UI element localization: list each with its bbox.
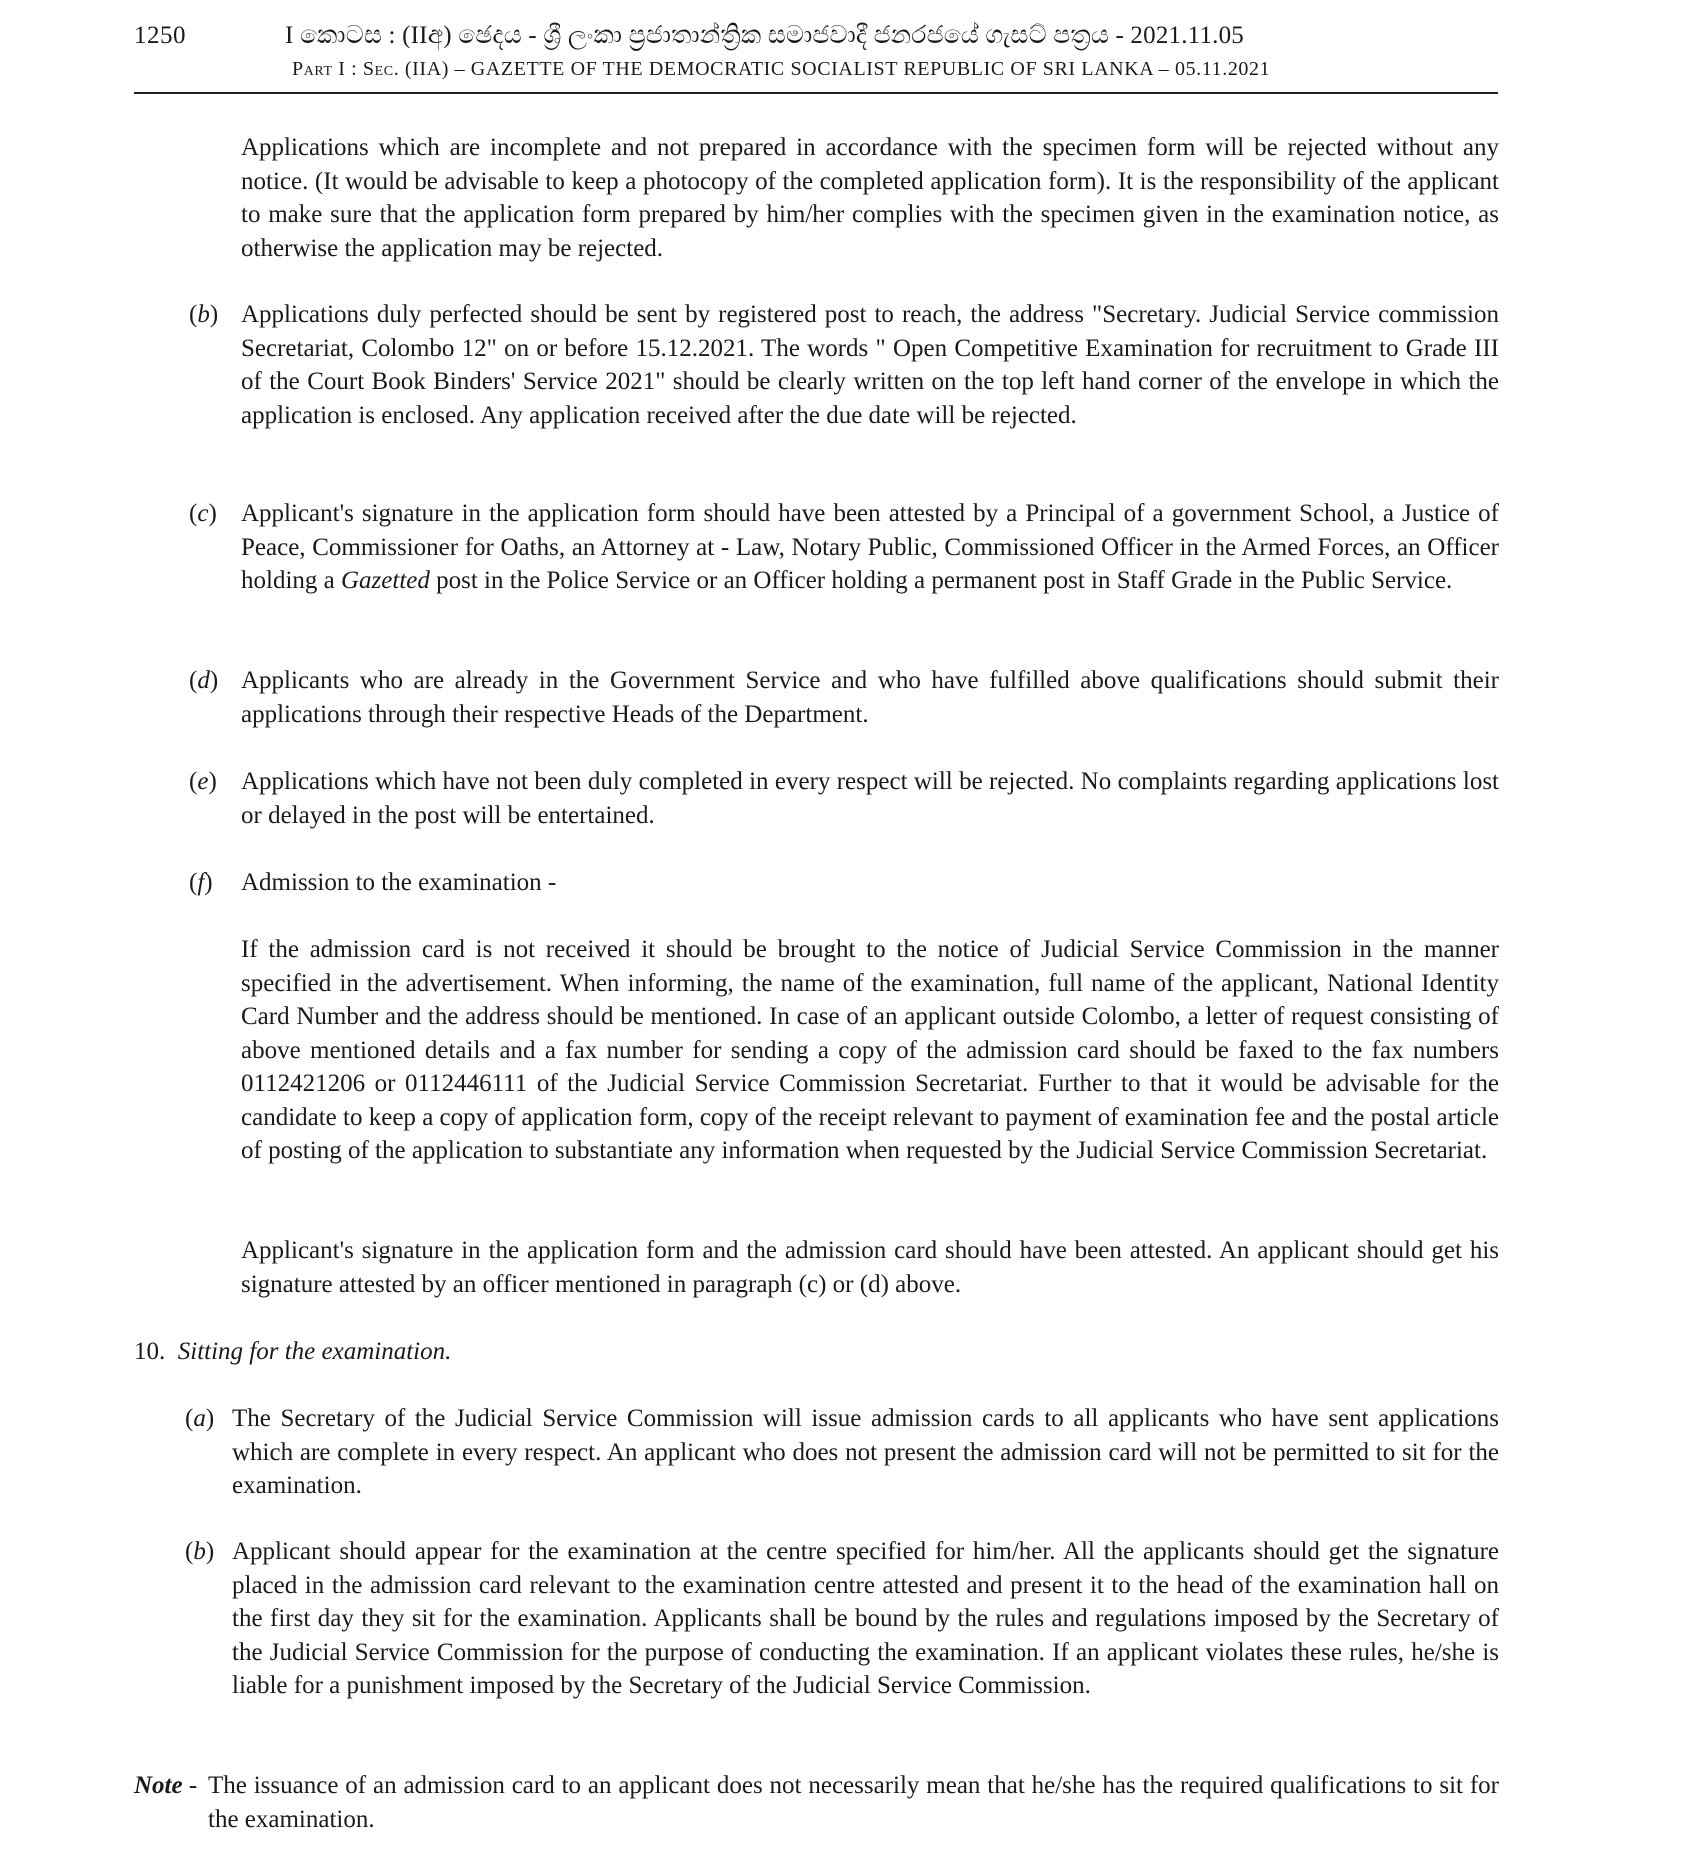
item-f-title: Admission to the examination -: [241, 869, 557, 896]
item-e-label: (e): [189, 768, 217, 795]
section-10-item-a-text: The Secretary of the Judicial Service Commission will issue admission cards to all applicants who have sent applications which are complete in every respect. An applicant who does not present the admission card will not be permitted to sit for the examination.: [232, 1405, 1499, 1499]
item-d-text: Applicants who are already in the Government Service and who have fulfilled above qualifications should submit their applications through their respective Heads of the Department.: [241, 667, 1499, 728]
item-c-label: (c): [189, 500, 217, 527]
note-label: Note -: [134, 1772, 198, 1799]
item-b-text: Applications duly perfected should be sent by registered post to reach, the address "Secretary. Judicial Service commission Secretariat, Colombo 12" on or before 15.12.2021. The words " Open Competitive Examination for recruitment to Grade III of the Court Book Binders' Service 2021" should be clearly written on the top left hand corner of the envelope in which the application is enclosed. Any application received after the due date will be rejected.: [241, 301, 1499, 429]
item-f-paragraph-1: If the admission card is not received it should be brought to the notice of Judicial Service Commission in the manner specified in the advertisement. When informing, the name of the examination, full name of the applicant, National Identity Card Number and the address should be mentioned. In case of an applicant outside Colombo, a letter of request consisting of above mentioned details and a fax number for sending a copy of the admission card should be faxed to the fax numbers 0112421206 or 0112446111 of the Judicial Service Commission Secretariat. Further to that it would be advisable for the candidate to keep a copy of application form, copy of the receipt relevant to payment of examination fee and the postal article of posting of the application to substantiate any information when requested by the Judicial Service Commission Secretariat.: [241, 936, 1499, 1164]
gazetted-emphasis: Gazetted: [341, 567, 430, 594]
header-sinhala-title: I කොටස : (IIඅ) ඡෙදය - ශ්‍රී ලංකා ප්‍රජාතාන්ත්‍රික සමාජවාදී ජනරජයේ ගැසට් පත්‍රය - 2021.11.05: [285, 22, 1244, 49]
section-10-item-b-label: (b): [185, 1538, 215, 1565]
header-divider: [134, 92, 1498, 94]
header-english-title: Part I : Sec. (IIA) – GAZETTE OF THE DEMOCRATIC SOCIALIST REPUBLIC OF SRI LANKA – 05.11.2021: [292, 58, 1271, 80]
item-c-text: Applicant's signature in the application form should have been attested by a Principal of a government School, a Justice of Peace, Commissioner for Oaths, an Attorney at - Law, Notary Public, Commissioned Officer in the Armed Forces, an Officer holding a Gazetted post in the Police Service or an Officer holding a permanent post in Staff Grade in the Public Service.: [241, 500, 1499, 594]
section-10-item-b-text: Applicant should appear for the examination at the centre specified for him/her. All the applicants should get the signature placed in the admission card relevant to the examination centre attested and present it to the head of the examination hall on the first day they sit for the examination. Applicants shall be bound by the rules and regulations imposed by the Secretary of the Judicial Service Commission for the purpose of conducting the examination. If an applicant violates these rules, he/she is liable for a punishment imposed by the Secretary of the Judicial Service Commission.: [232, 1538, 1499, 1699]
page-number: 1250: [134, 22, 186, 49]
section-10-heading: 10. Sitting for the examination.: [134, 1338, 452, 1365]
note-text: The issuance of an admission card to an applicant does not necessarily mean that he/she has the required qualifications to sit for the examination.: [208, 1772, 1499, 1833]
item-d-label: (d): [189, 667, 219, 694]
intro-paragraph: Applications which are incomplete and not prepared in accordance with the specimen form will be rejected without any notice. (It would be advisable to keep a photocopy of the completed application form). It is the responsibility of the applicant to make sure that the application form prepared by him/her complies with the specimen given in the examination notice, as otherwise the application may be rejected.: [241, 134, 1499, 262]
item-f-label: (f): [189, 869, 213, 896]
item-b-label: (b): [189, 301, 219, 328]
item-f-paragraph-2: Applicant's signature in the application form and the admission card should have been attested. An applicant should get his signature attested by an officer mentioned in paragraph (c) or (d) above.: [241, 1237, 1499, 1298]
item-e-text: Applications which have not been duly completed in every respect will be rejected. No complaints regarding applications lost or delayed in the post will be entertained.: [241, 768, 1499, 829]
section-10-item-a-label: (a): [185, 1405, 215, 1432]
